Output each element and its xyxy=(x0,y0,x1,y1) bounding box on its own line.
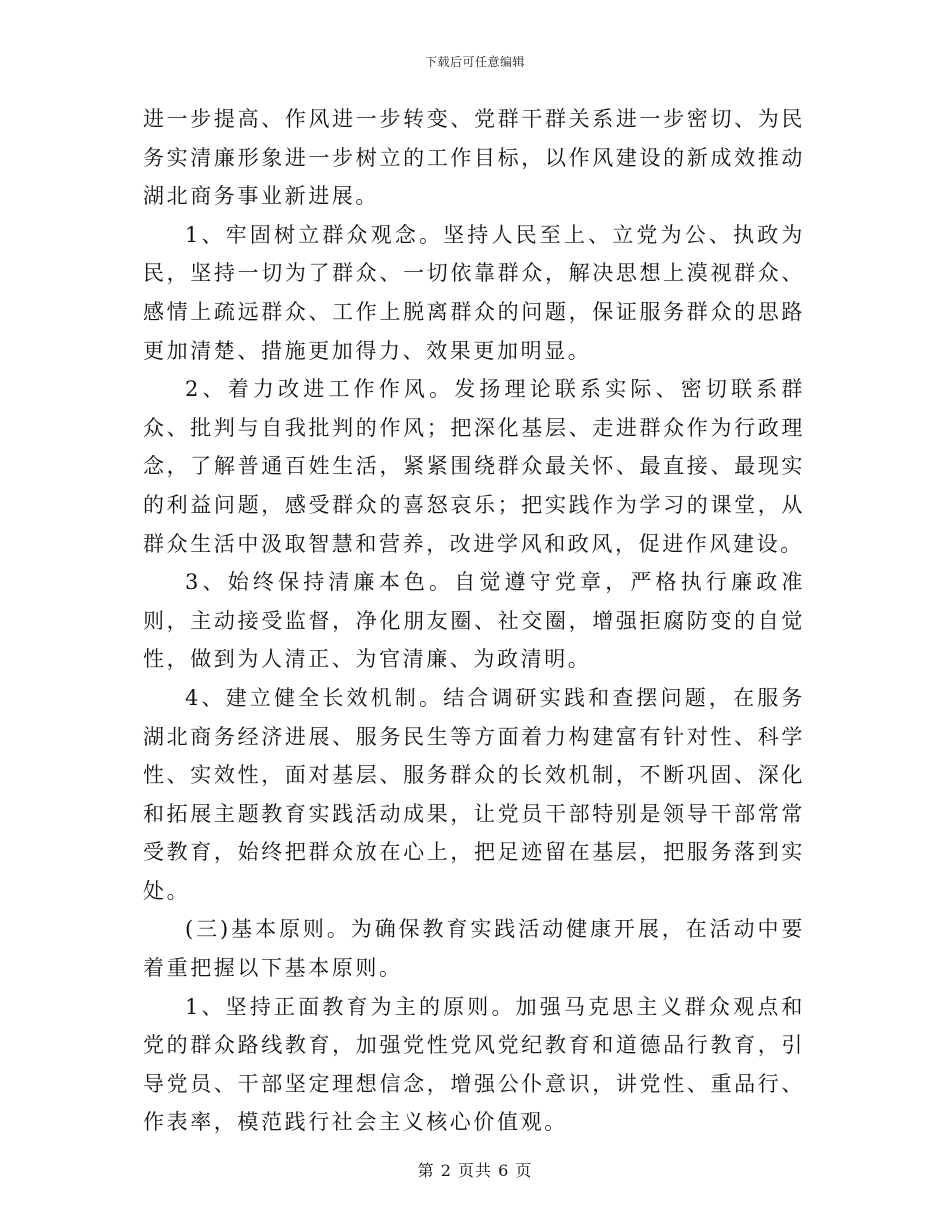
page-number-footer: 第 2 页共 6 页 xyxy=(417,1161,533,1180)
body-paragraph: (三)基本原则。为确保教育实践活动健康开展，在活动中要着重把握以下基本原则。 xyxy=(143,917,805,981)
body-paragraph: 3、始终保持清廉本色。自觉遵守党章，严格执行廉政准则，主动接受监督，净化朋友圈、社交圈，增强拒腐防变的自觉性，做到为人清正、为官清廉、为政清明。 xyxy=(143,570,805,672)
body-paragraph: 1、坚持正面教育为主的原则。加强马克思主义群众观点和党的群众路线教育，加强党性党风党纪教育和道德品行教育，引导党员、干部坚定理想信念，增强公仆意识，讲党性、重品行、作表率，模范践行社会主义核心价值观。 xyxy=(143,994,805,1135)
body-paragraph: 2、着力改进工作作风。发扬理论联系实际、密切联系群众、批判与自我批判的作风；把深化基层、走进群众作为行政理念，了解普通百姓生活，紧紧围绕群众最关怀、最直接、最现实的利益问题，感受群众的喜怒哀乐；把实践作为学习的课堂，从群众生活中汲取智慧和营养，改进学风和政风，促进作风建设。 xyxy=(143,377,805,556)
body-paragraph: 4、建立健全长效机制。结合调研实践和查摆问题，在服务湖北商务经济进展、服务民生等方面着力构建富有针对性、科学性、实效性，面对基层、服务群众的长效机制，不断巩固、深化和拓展主题教育实践活动成果，让党员干部特别是领导干部常常受教育，始终把群众放在心上，把足迹留在基层，把服务落到实处。 xyxy=(143,685,805,903)
body-paragraph: 进一步提高、作风进一步转变、党群干群关系进一步密切、为民务实清廉形象进一步树立的工作目标，以作风建设的新成效推动湖北商务事业新进展。 xyxy=(143,107,805,209)
body-paragraph: 1、牢固树立群众观念。坚持人民至上、立党为公、执政为民，坚持一切为了群众、一切依靠群众，解决思想上漠视群众、感情上疏远群众、工作上脱离群众的问题，保证服务群众的思路更加清楚、措施更加得力、效果更加明显。 xyxy=(143,222,805,363)
page-header: 下载后可任意编辑 xyxy=(424,55,525,69)
document-body xyxy=(143,100,805,1142)
